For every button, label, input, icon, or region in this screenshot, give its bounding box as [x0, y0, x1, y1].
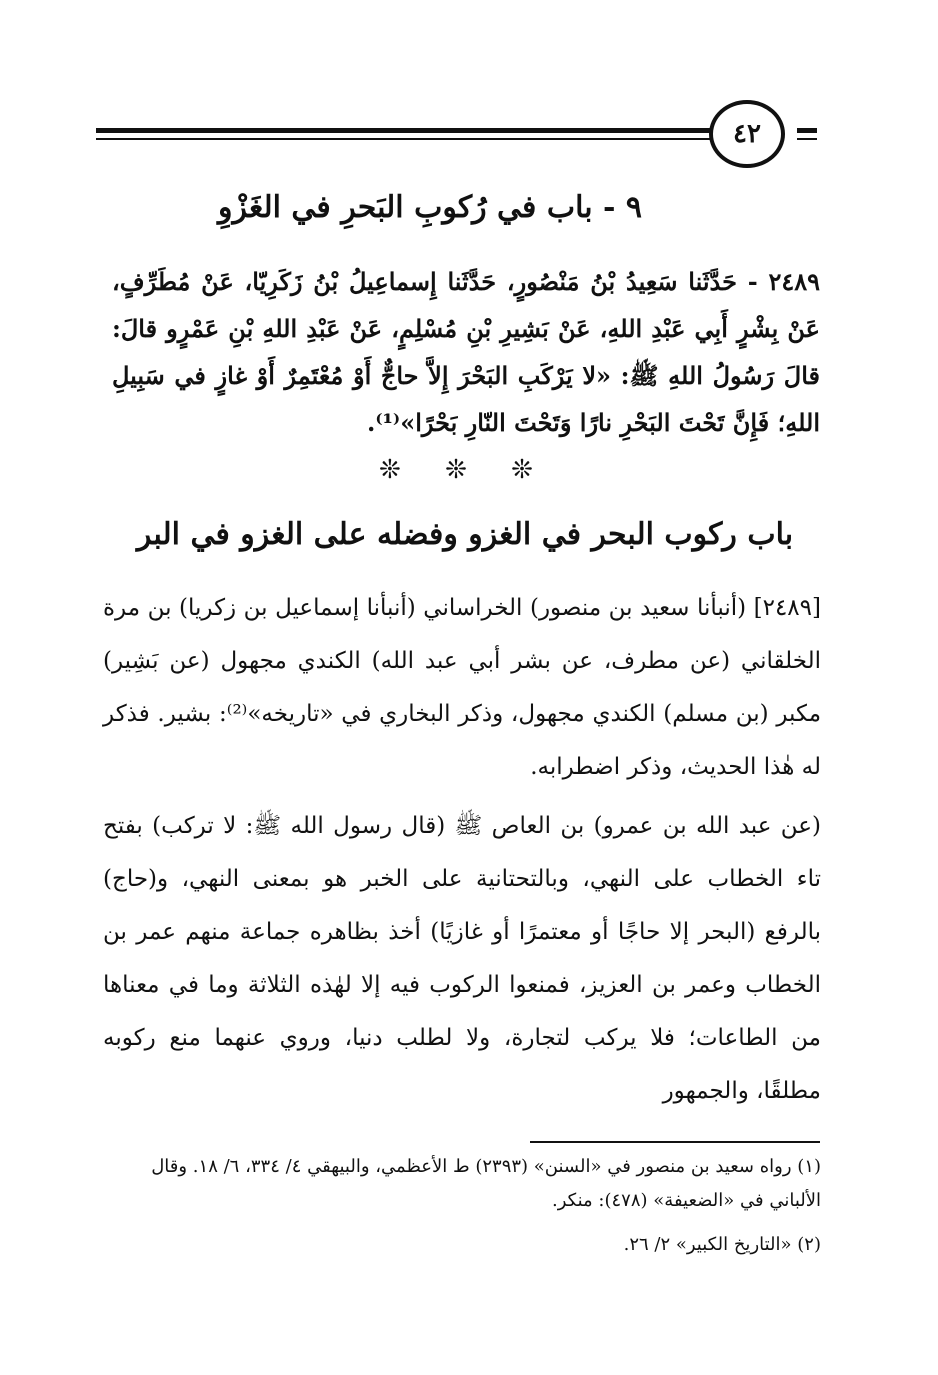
hadith-text	[112, 258, 820, 446]
commentary-heading: باب ركوب البحر في الغزو وفضله على الغزو في البر	[136, 517, 794, 552]
footnotes	[103, 1150, 821, 1262]
hadith-paragraph: ٢٤٨٩ - حَدَّثَنا سَعِيدُ بْنُ مَنْصُورٍ، حَدَّثَنا إِسماعِيلُ بْنُ زَكَرِيّا، عَنْ مُطَرِّفٍ، عَنْ بِشْرٍ أَبِي عَبْدِ اللهِ، عَنْ بَشِيرِ بْنِ مُسْلِمٍ، عَنْ عَبْدِ اللهِ بْنِ عَمْرٍو قالَ: قالَ رَسُولُ اللهِ ﷺ: «لا يَرْكَبِ البَحْرَ إِلاَّ حاجٌّ أَوْ مُعْتَمِرٌ أَوْ غازٍ في سَبِيلِ اللهِ؛ فَإِنَّ تَحْتَ البَحْرِ نارًا وَتَحْتَ النّارِ بَحْرًا»⁽¹⁾.	[112, 267, 820, 437]
footnote-item: (١) رواه سعيد بن منصور في «السنن» (٢٣٩٣) ط الأعظمي، والبيهقي ٤/ ٣٣٤، ٦/ ١٨. وقال الألباني في «الضعيفة» (٤٧٨): منكر.	[151, 1156, 821, 1211]
commentary-paragraph: [٢٤٨٩] (أنبأنا سعيد بن منصور) الخراساني (أنبأنا إسماعيل بن زكريا) بن مرة الخلقاني (عن مطرف، عن بشر أبي عبد الله) الكندي مجهول (عن بَشِير) مكبر (بن مسلم) الكندي مجهول، وذكر البخاري في «تاريخه»⁽²⁾: بشير. فذكر له هٰذا الحديث، وذكر اضطرابه.	[103, 595, 822, 780]
commentary-paragraph: (عن عبد الله بن عمرو) بن العاص ﷺ (قال رسول الله ﷺ: لا تركب) بفتح تاء الخطاب على النهي، وبالتحتانية على الخبر هو بمعنى النهي، و(حاج) بالرفع (البحر إلا حاجًا أو معتمرًا أو غازيًا) أخذ بظاهره جماعة منهم عمر بن الخطاب وعمر بن العزيز، فمنعوا الركوب فيه إلا لهٰذه الثلاثة وما في معناها من الطاعات؛ فلا يركب لتجارة، ولا لطلب دنيا، وروي عنهما منع ركوبه مطلقًا، والجمهور	[103, 813, 821, 1104]
header-rule-right-thin	[797, 138, 817, 140]
header-rule-thin	[96, 138, 713, 140]
header-rule-right	[797, 128, 817, 133]
footnote-item: (٢) «التاريخ الكبير» ٢/ ٢٦.	[623, 1234, 821, 1255]
footnote-separator	[530, 1141, 820, 1143]
page-number: ٤٢	[709, 100, 785, 168]
chapter-heading: ٩ - باب في رُكوبِ البَحرِ في الغَزْوِ	[217, 190, 643, 225]
commentary-text	[103, 582, 821, 1118]
header-rule	[96, 128, 713, 133]
section-divider: ❊ ❊ ❊	[379, 455, 551, 485]
